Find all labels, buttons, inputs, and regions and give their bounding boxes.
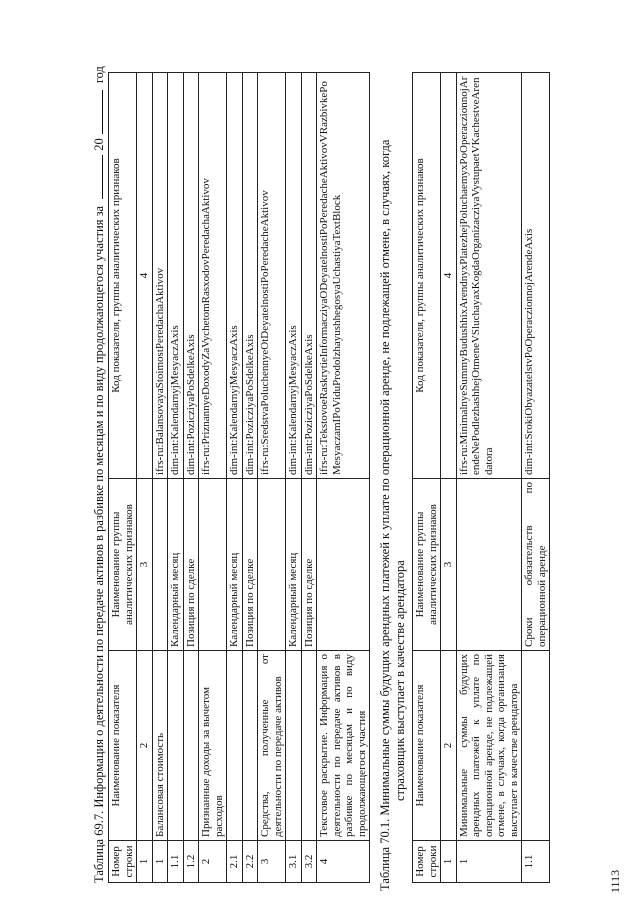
- table2-header-cell: Номер строки: [413, 841, 441, 883]
- year-blank: [90, 155, 103, 199]
- table-row: [456, 73, 522, 883]
- indicator-code: ifrs-ru:MinimalnyeSummyBudushhixArendnyxPlatezhejPoluchaemyxPoOperaczionnojArendeNePodlezhashhejOtmeneVSluchayaxKogdaOrganizacziyaVystupaetVKachestveArendatora: [456, 73, 522, 479]
- table2-caption-text: Таблица 70.1. Минимальные суммы будущих арендных платежей к уплате по операционной аренде, не подлежащей отмене, в случаях, когда: [378, 139, 392, 891]
- table2-header-cell: Код показателя, группы аналитических признаков: [413, 73, 441, 479]
- row-number: 3.1: [286, 841, 302, 883]
- group-name: Календарный месяц: [227, 479, 243, 651]
- indicator-code: ifrs-ru:PriznannyeDoxodyZaVychetomRasxodovPeredachaAktivov: [199, 73, 227, 479]
- indicator-name: [301, 651, 317, 841]
- group-name: [456, 479, 522, 651]
- table-row: [168, 73, 184, 883]
- table2-header-cell: Наименование показателя: [413, 651, 441, 841]
- table1-col-num: 3: [137, 479, 153, 651]
- indicator-name: [227, 651, 243, 841]
- indicator-code: dim-int:PozicziyaPoSdelkeAxis: [301, 73, 317, 479]
- group-name: Календарный месяц: [286, 479, 302, 651]
- indicator-name: [168, 651, 184, 841]
- indicator-code: ifrs-ru:TekstovoeRaskrytieInformacziyaODeyatelnostiPoPeredacheAktivovVRazbivkePoMesyaczamIPoViduProdolzhayushhegosyaUchastiyaTextBlock: [317, 73, 370, 479]
- year-label: год: [92, 66, 106, 84]
- table1-header-num-row: [137, 73, 153, 883]
- table2: [412, 72, 550, 883]
- table2-header-num-row: [441, 73, 457, 883]
- page-number: 1113: [608, 869, 622, 893]
- row-number: 2: [199, 841, 227, 883]
- indicator-code: dim-int:KalendarnyjMesyaczAxis: [227, 73, 243, 479]
- row-number: 3.2: [301, 841, 317, 883]
- indicator-name: Минимальные суммы будущих арендных платежей к уплате по операционной аренде, не подлежащей отмене, в случаях, когда организация выступает в качестве арендатора: [456, 651, 522, 841]
- table2-header-cell: Наименование группы аналитических признаков: [413, 479, 441, 651]
- group-name: Позиция по сделке: [242, 479, 258, 651]
- table2-col-num: 3: [441, 479, 457, 651]
- table-row: [183, 73, 199, 883]
- indicator-name: Признанные доходы за вычетом расходов: [199, 651, 227, 841]
- table2-col-num: 1: [441, 841, 457, 883]
- indicator-name: Балансовая стоимость: [152, 651, 168, 841]
- group-name: Позиция по сделке: [301, 479, 317, 651]
- row-number: 4: [317, 841, 370, 883]
- table-row: [286, 73, 302, 883]
- group-name: Календарный месяц: [168, 479, 184, 651]
- table-row: [317, 73, 370, 883]
- row-number: 1.1: [522, 841, 550, 883]
- table1-header-cell: Наименование показателя: [109, 651, 137, 841]
- indicator-code: dim-int:SrokiObyazatelstvPoOperaczionnojArendeAxis: [522, 73, 550, 479]
- table-row: [152, 73, 168, 883]
- year-prefix: 20: [92, 138, 106, 151]
- group-name: [199, 479, 227, 651]
- row-number: 1.1: [168, 841, 184, 883]
- table2-col-num: 2: [441, 651, 457, 841]
- table2-caption-line2: страховщик выступает в качестве арендатора: [393, 560, 407, 801]
- table1-col-num: 2: [137, 651, 153, 841]
- indicator-code: dim-int:PozicziyaPoSdelkeAxis: [242, 73, 258, 479]
- row-number: 3: [258, 841, 286, 883]
- row-number: 2.2: [242, 841, 258, 883]
- indicator-name: Средства, полученные от деятельности по передаче активов: [258, 651, 286, 841]
- indicator-code: dim-int:KalendarnyjMesyaczAxis: [286, 73, 302, 479]
- group-name: [317, 479, 370, 651]
- table-row: [199, 73, 227, 883]
- row-number: 1.2: [183, 841, 199, 883]
- indicator-name: Текстовое раскрытие. Информация о деятельности по передаче активов в разбивке по месяцам и по виду продолжающегося участия: [317, 651, 370, 841]
- table1-caption-text: Таблица 69.7. Информация о деятельности по передаче активов в разбивке по месяцам и по виду продолжающегося участия за: [92, 205, 106, 883]
- table1-col-num: 4: [137, 73, 153, 479]
- table2-col-num: 4: [441, 73, 457, 479]
- indicator-code: ifrs-ru:BalansovayaStoimostPeredachaAktivov: [152, 73, 168, 479]
- group-name: Сроки обязательств по операционной аренде: [522, 479, 550, 651]
- group-name: [152, 479, 168, 651]
- table1-header-cell: Номер строки: [109, 841, 137, 883]
- row-number: 1: [152, 841, 168, 883]
- group-name: [258, 479, 286, 651]
- table-row: [227, 73, 243, 883]
- indicator-name: [242, 651, 258, 841]
- indicator-name: [183, 651, 199, 841]
- table1-header-cell: Наименование группы аналитических признаков: [109, 479, 137, 651]
- indicator-code: dim-int:KalendarnyjMesyaczAxis: [168, 73, 184, 479]
- table-row: [301, 73, 317, 883]
- group-name: Позиция по сделке: [183, 479, 199, 651]
- indicator-code: dim-int:PozicziyaPoSdelkeAxis: [183, 73, 199, 479]
- indicator-name: [522, 651, 550, 841]
- table1: [108, 72, 370, 883]
- row-number: 1: [456, 841, 522, 883]
- table2-header-row: [413, 73, 441, 883]
- table2-caption: [378, 140, 408, 891]
- year-blank-2: [90, 90, 103, 134]
- table1-header-cell: Код показателя, группы аналитических признаков: [109, 73, 137, 479]
- indicator-code: ifrs-ru:SredstvaPoluchennyeOtDeyatelnostiPoPeredacheAktivov: [258, 73, 286, 479]
- table1-header-row: [109, 73, 137, 883]
- table-row: [242, 73, 258, 883]
- table-row: [258, 73, 286, 883]
- table1-col-num: 1: [137, 841, 153, 883]
- indicator-name: [286, 651, 302, 841]
- table1-caption: [90, 66, 107, 883]
- table-row: [522, 73, 550, 883]
- row-number: 2.1: [227, 841, 243, 883]
